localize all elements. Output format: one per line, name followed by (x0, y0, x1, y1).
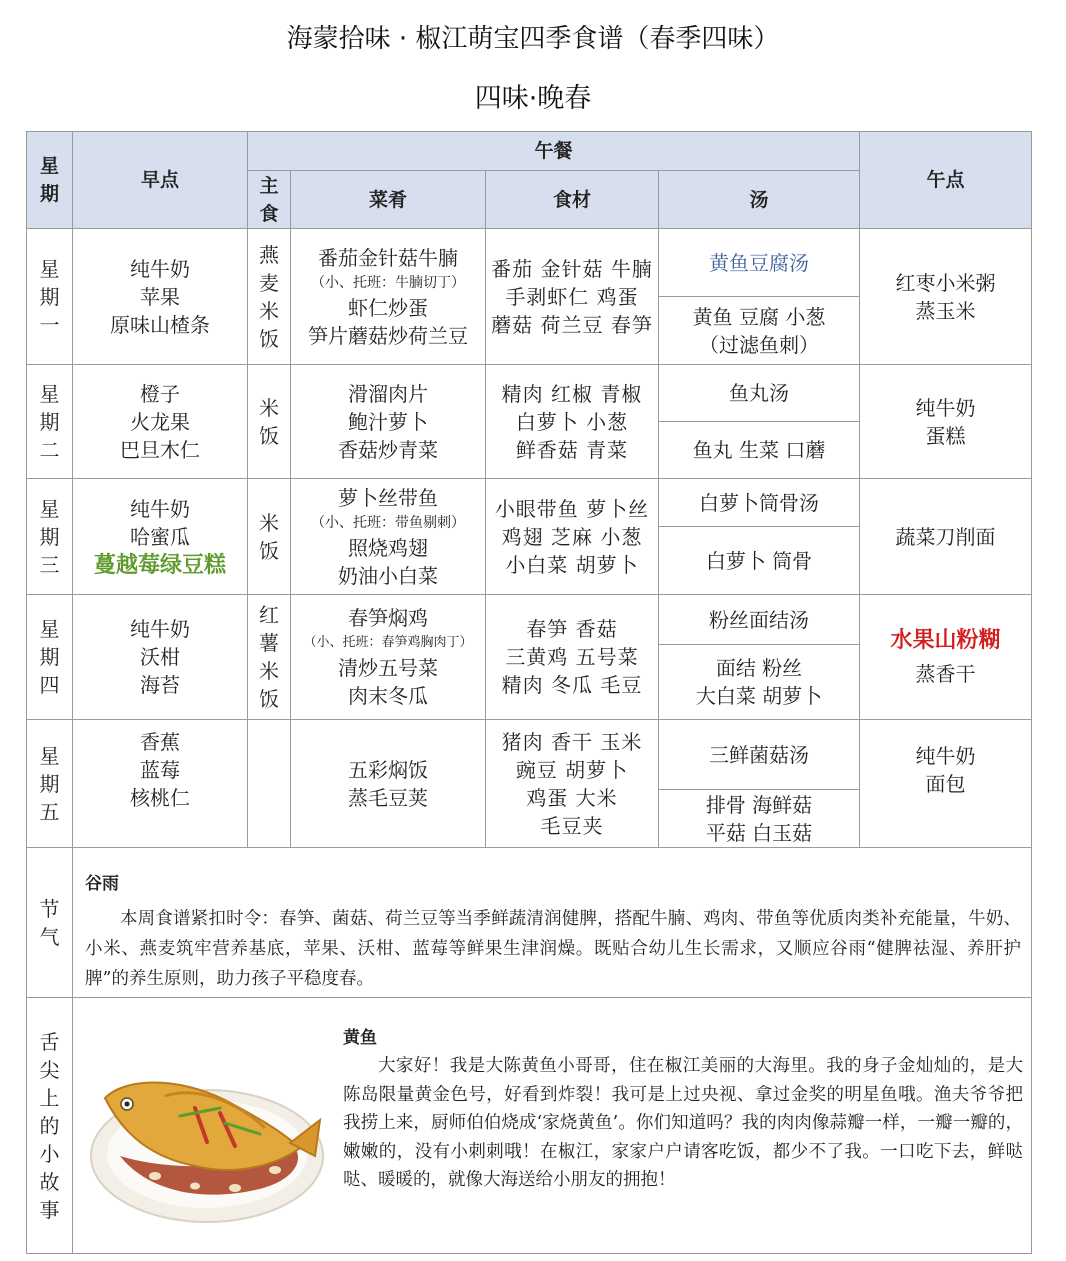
day-name: 星期五 (27, 720, 73, 848)
staple-cell (248, 720, 291, 848)
breakfast-cell: 纯牛奶 沃柑 海苔 (73, 595, 248, 720)
page-title: 海蒙拾味 · 椒江萌宝四季食谱（春季四味） (286, 24, 780, 54)
header-lunch: 午餐 (248, 132, 860, 171)
story-label: 舌尖上的小故事 (27, 998, 73, 1254)
menu-table (26, 131, 1032, 1254)
breakfast-cell: 纯牛奶 哈蜜瓜 蔓越莓绿豆糕 (73, 479, 248, 595)
story-text: 大家好！我是大陈黄鱼小哥哥，住在椒江美丽的大海里。我的身子金灿灿的，是大陈岛限量黄金色号，好看到炸裂！我可是上过央视、拿过金奖的明星鱼哦。渔夫爷爷把我捞上来，厨师伯伯烧成‘家烧黄鱼’。你们知道吗？我的肉肉像蒜瓣一样，一瓣一瓣的，嫩嫩的，没有小刺刺哦！在椒江，家家户户请客吃饭，都少不了我。一口吃下去，鲜哒哒、暖暖的，就像大海送给小朋友的拥抱！ (343, 1056, 1023, 1190)
header-ingredients: 食材 (486, 171, 659, 229)
day-name: 星期三 (27, 479, 73, 595)
day-name: 星期二 (27, 365, 73, 479)
snack-cell: 水果山粉糊 蒸香干 (860, 595, 1032, 720)
ingredients-cell: 春笋 香菇 三黄鸡 五号菜 精肉 冬瓜 毛豆 (486, 595, 659, 720)
page-subtitle: 四味·晚春 (474, 83, 592, 114)
ingredients-cell: 番茄 金针菇 牛腩 手剥虾仁 鸡蛋 蘑菇 荷兰豆 春笋 (486, 229, 659, 365)
day-name: 星期一 (27, 229, 73, 365)
header-weekday: 星期 (27, 132, 73, 229)
dish-cell: 春笋焖鸡 （小、托班：春笋鸡胸肉丁） 清炒五号菜 肉末冬瓜 (291, 595, 486, 720)
ingredients-cell: 精肉 红椒 青椒 白萝卜 小葱 鲜香菇 青菜 (486, 365, 659, 479)
breakfast-cell: 橙子 火龙果 巴旦木仁 (73, 365, 248, 479)
dish-cell: 番茄金针菇牛腩 （小、托班：牛腩切丁） 虾仁炒蛋 笋片蘑菇炒荷兰豆 (291, 229, 486, 365)
soup-name: 三鲜菌菇汤 (659, 720, 860, 790)
header-staple: 主食 (248, 171, 291, 229)
snack-cell: 纯牛奶 蛋糕 (860, 365, 1032, 479)
soup-ingredients: 黄鱼 豆腐 小葱 （过滤鱼刺） (659, 297, 860, 365)
soup-ingredients: 白萝卜 筒骨 (659, 527, 860, 595)
story-cell (73, 998, 1032, 1254)
snack-cell: 红枣小米粥 蒸玉米 (860, 229, 1032, 365)
soup-ingredients: 面结 粉丝 大白菜 胡萝卜 (659, 645, 860, 720)
staple-cell: 米饭 (248, 479, 291, 595)
braised-fish-illustration (85, 1038, 325, 1228)
story-title: 黄鱼 (343, 1028, 377, 1048)
staple-cell: 燕麦米饭 (248, 229, 291, 365)
soup-name: 粉丝面结汤 (659, 595, 860, 645)
snack-cell: 纯牛奶 面包 (860, 720, 1032, 848)
header-dish: 菜肴 (291, 171, 486, 229)
dish-cell: 滑溜肉片 鲍汁萝卜 香菇炒青菜 (291, 365, 486, 479)
ingredients-cell: 小眼带鱼 萝卜丝 鸡翅 芝麻 小葱 小白菜 胡萝卜 (486, 479, 659, 595)
header-breakfast: 早点 (73, 132, 248, 229)
soup-ingredients: 鱼丸 生菜 口蘑 (659, 422, 860, 479)
header-snack: 午点 (860, 132, 1032, 229)
solar-term-title: 谷雨 (85, 874, 119, 894)
breakfast-cell: 香蕉 蓝莓 核桃仁 (73, 720, 248, 848)
soup-name: 白萝卜筒骨汤 (659, 479, 860, 527)
solar-term-cell (73, 848, 1032, 998)
solar-term-text: 本周食谱紧扣时令：春笋、菌菇、荷兰豆等当季鲜蔬清润健脾，搭配牛腩、鸡肉、带鱼等优质肉类补充能量，牛奶、小米、燕麦筑牢营养基底，苹果、沃柑、蓝莓等鲜果生津润燥。既贴合幼儿生长需求，又顺应谷雨“健脾祛湿、养肝护脾”的养生原则，助力孩子平稳度春。 (85, 909, 1022, 989)
soup-name: 鱼丸汤 (659, 365, 860, 422)
snack-cell: 蔬菜刀削面 (860, 479, 1032, 595)
day-name: 星期四 (27, 595, 73, 720)
breakfast-cell: 纯牛奶 苹果 原味山楂条 (73, 229, 248, 365)
solar-term-label: 节气 (27, 848, 73, 998)
header-soup: 汤 (659, 171, 860, 229)
staple-cell: 红薯米饭 (248, 595, 291, 720)
soup-ingredients: 排骨 海鲜菇 平菇 白玉菇 (659, 790, 860, 848)
dish-cell: 萝卜丝带鱼 （小、托班：带鱼剔刺） 照烧鸡翅 奶油小白菜 (291, 479, 486, 595)
staple-cell: 米饭 (248, 365, 291, 479)
ingredients-cell: 猪肉 香干 玉米 豌豆 胡萝卜 鸡蛋 大米 毛豆夹 (486, 720, 659, 848)
soup-name: 黄鱼豆腐汤 (659, 229, 860, 297)
dish-cell: 五彩焖饭 蒸毛豆荚 (291, 720, 486, 848)
